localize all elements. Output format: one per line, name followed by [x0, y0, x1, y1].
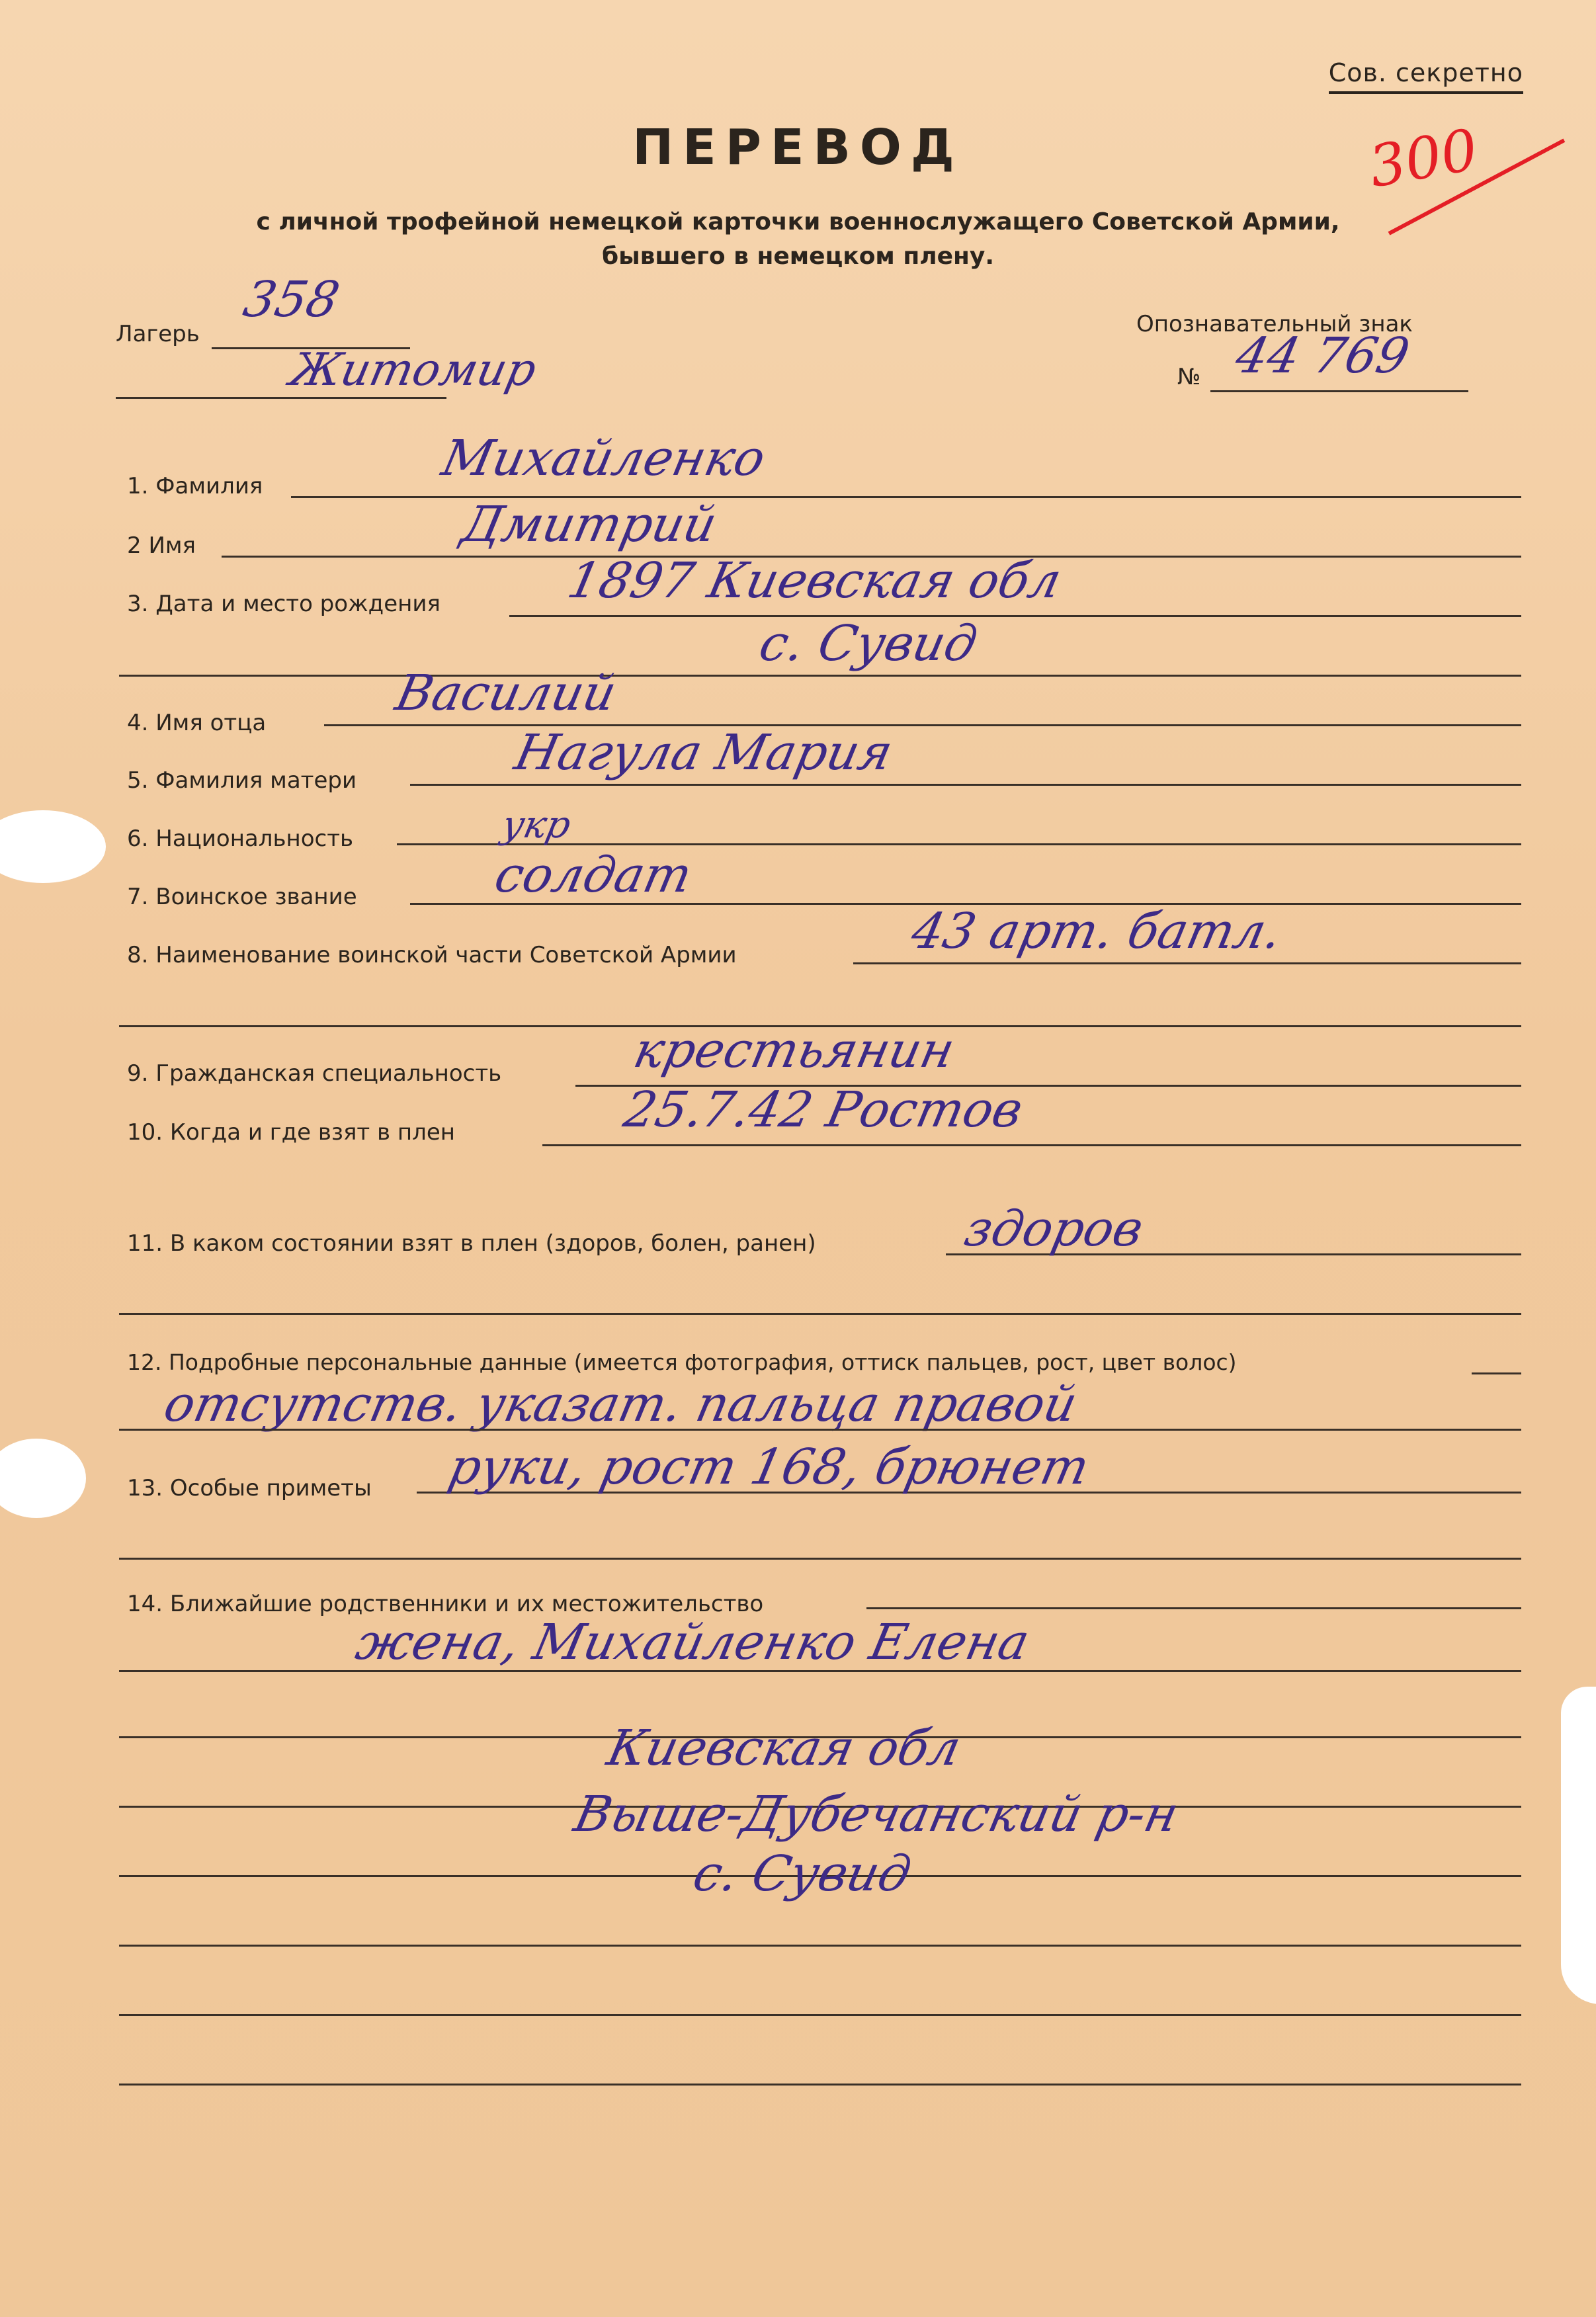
name-label: 2 Имя — [127, 532, 196, 559]
mother-rule — [410, 784, 1521, 786]
unit-value: 43 арт. батл. — [906, 903, 1287, 960]
punch-hole-bottom — [0, 1439, 86, 1518]
mother-value: Нагула Мария — [509, 724, 898, 781]
mother-label: 5. Фамилия матери — [127, 767, 357, 794]
subtitle-line-1: с личной трофейной немецкой карточки военнослужащего Советской Армии, — [256, 208, 1340, 235]
rank-label: 7. Воинское звание — [127, 884, 357, 910]
tag-value: 44 769 — [1230, 327, 1415, 384]
condition-label: 11. В каком состоянии взят в плен (здоров, болен, ранен) — [127, 1230, 816, 1257]
relatives-line-2: Киевская обл — [602, 1720, 966, 1777]
relatives-rule — [866, 1607, 1521, 1609]
torn-edge — [1561, 1687, 1596, 2004]
nationality-label: 6. Национальность — [127, 825, 354, 852]
marks-rule-2 — [119, 1558, 1521, 1560]
condition-rule-2 — [119, 1313, 1521, 1315]
relatives-line-3: Выше-Дубечанский р-н — [569, 1786, 1184, 1843]
birth-label: 3. Дата и место рождения — [127, 591, 441, 617]
relatives-rule-2 — [119, 1670, 1521, 1672]
document-subtitle — [0, 205, 1596, 274]
condition-value: здоров — [959, 1201, 1148, 1257]
birth-value-line1: 1897 Киевская обл — [562, 552, 1066, 609]
capture-rule — [542, 1144, 1521, 1146]
relatives-line-1: жена, Михайленко Елена — [351, 1614, 1034, 1671]
camp-label: Лагерь — [116, 321, 200, 347]
profession-value: крестьянин — [628, 1022, 960, 1079]
tag-rule — [1210, 390, 1468, 392]
profession-label: 9. Гражданская специальность — [127, 1060, 502, 1087]
relatives-label: 14. Ближайшие родственники и их местожительство — [127, 1591, 764, 1617]
relatives-rule-8 — [119, 2084, 1521, 2085]
document-title: ПЕРЕВОД — [632, 119, 964, 176]
father-value: Василий — [390, 665, 622, 722]
father-rule — [324, 724, 1521, 726]
red-handwritten-mark: 300 — [1364, 116, 1483, 201]
camp-place-rule — [116, 397, 446, 399]
punch-hole-top — [0, 810, 106, 883]
birth-rule-2 — [119, 675, 1521, 677]
father-label: 4. Имя отца — [127, 710, 267, 736]
capture-label: 10. Когда и где взят в плен — [127, 1119, 455, 1146]
marks-label: 13. Особые приметы — [127, 1475, 372, 1501]
personal-rule — [1472, 1372, 1521, 1374]
nationality-value: укр — [498, 804, 575, 847]
tag-label: Опознавательный знак — [1136, 311, 1413, 337]
camp-place: Житомир — [285, 344, 541, 396]
rank-value: солдат — [489, 847, 697, 904]
relatives-line-4: с. Сувид — [688, 1845, 916, 1902]
tag-no-label: № — [1177, 364, 1201, 390]
surname-label: 1. Фамилия — [127, 473, 263, 499]
personal-value: отсутств. указат. пальца правой — [159, 1376, 1082, 1433]
personal-rule-2 — [119, 1429, 1521, 1431]
camp-number: 358 — [238, 271, 345, 328]
relatives-rule-6 — [119, 1945, 1521, 1947]
subtitle-line-2: бывшего в немецком плену. — [601, 243, 995, 270]
unit-label: 8. Наименование воинской части Советской Армии — [127, 942, 737, 968]
capture-value: 25.7.42 Ростов — [618, 1081, 1028, 1138]
relatives-rule-7 — [119, 2014, 1521, 2016]
unit-rule — [853, 962, 1521, 964]
birth-rule — [509, 615, 1521, 617]
marks-value: руки, рост 168, брюнет — [443, 1439, 1095, 1496]
surname-value: Михайленко — [437, 430, 771, 487]
name-value: Дмитрий — [456, 496, 722, 553]
personal-label: 12. Подробные персональные данные (имеется фотография, оттиск пальцев, рост, цвет волос) — [127, 1349, 1237, 1375]
birth-value-line2: с. Сувид — [754, 615, 982, 672]
classification-stamp: Сов. секретно — [1329, 58, 1523, 94]
